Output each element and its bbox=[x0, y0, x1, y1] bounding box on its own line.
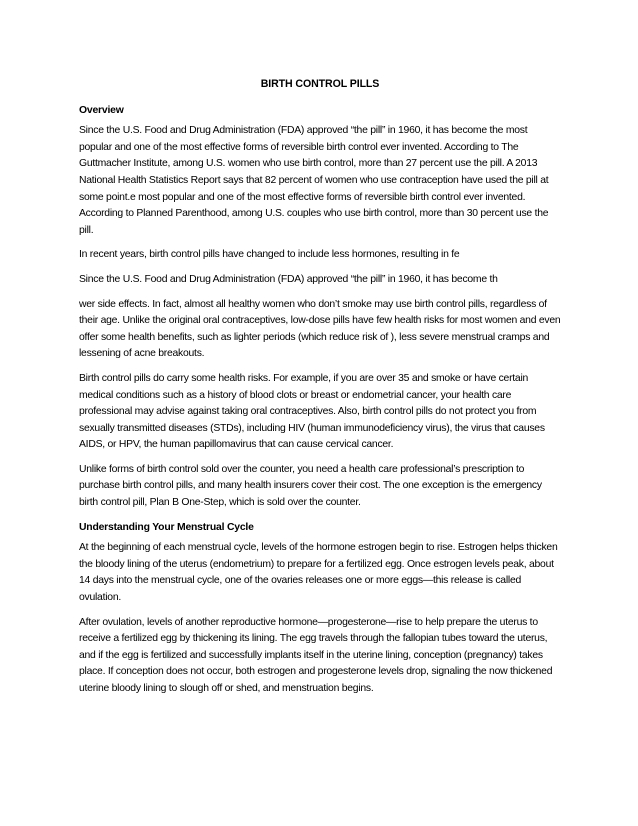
paragraph: After ovulation, levels of another reproductive hormone—progesterone—rise to help prepare the uterus to receive a fertilized egg by thickening its lining. The egg travels through the fallopian tubes toward the uterus, and if the egg is fertilized and successfully implants itself in the uterine lining, conception (pregnancy) takes place. If conception does not occur, both estrogen and progesterone levels drop, signaling the now thickened uterine bloody lining to slough off or shed, and menstruation begins. bbox=[79, 616, 553, 694]
paragraph: Since the U.S. Food and Drug Administration (FDA) approved “the pill” in 1960, it has become the most popular and one of the most effective forms of reversible birth control ever invented. According to The Guttmacher Institute, among U.S. women who use birth control, more than 27 percent use the pill. A 2013 National Health Statistics Report says that 82 percent of women who use contraception have used the pill at some point.e most popular and one of the most effective forms of reversible birth control ever invented. According to Planned Parenthood, among U.S. couples who use birth control, more than 30 percent use the pill. bbox=[79, 125, 549, 236]
document-page bbox=[79, 76, 561, 706]
paragraph: In recent years, birth control pills have changed to include less hormones, resulting in fe bbox=[79, 249, 460, 261]
document-title: BIRTH CONTROL PILLS bbox=[260, 78, 380, 90]
paragraph: Since the U.S. Food and Drug Administration (FDA) approved “the pill” in 1960, it has become th bbox=[79, 273, 498, 285]
section-heading-overview: Overview bbox=[79, 104, 124, 116]
section-heading-menstrual-cycle: Understanding Your Menstrual Cycle bbox=[79, 521, 254, 533]
paragraph: Unlike forms of birth control sold over the counter, you need a health care professional’s prescription to purchase birth control pills, and many health insurers cover their cost. The one exception is the emergency birth control pill, Plan B One-Step, which is sold over the counter. bbox=[79, 463, 542, 509]
paragraph: At the beginning of each menstrual cycle, levels of the hormone estrogen begin to rise. Estrogen helps thicken the bloody lining of the uterus (endometrium) to prepare for a fertilized egg. Once estrogen levels peak, about 14 days into the menstrual cycle, one of the ovaries releases one or more eggs—this release is called ovulation. bbox=[79, 542, 558, 604]
paragraph: Birth control pills do carry some health risks. For example, if you are over 35 and smoke or have certain medical conditions such as a history of blood clots or breast or endometrial cancer, your health care professional may advise against taking oral contraceptives. Also, birth control pills do not protect you from sexually transmitted diseases (STDs), including HIV (human immunodeficiency virus), the virus that causes AIDS, or HPV, the human papillomavirus that can cause cervical cancer. bbox=[79, 372, 545, 451]
paragraph: wer side effects. In fact, almost all healthy women who don’t smoke may use birth control pills, regardless of their age. Unlike the original oral contraceptives, low-dose pills have few health risks for most women and even offer some health benefits, such as lighter periods (which reduce risk of ), less severe menstrual cramps and lessening of acne breakouts. bbox=[79, 298, 561, 360]
